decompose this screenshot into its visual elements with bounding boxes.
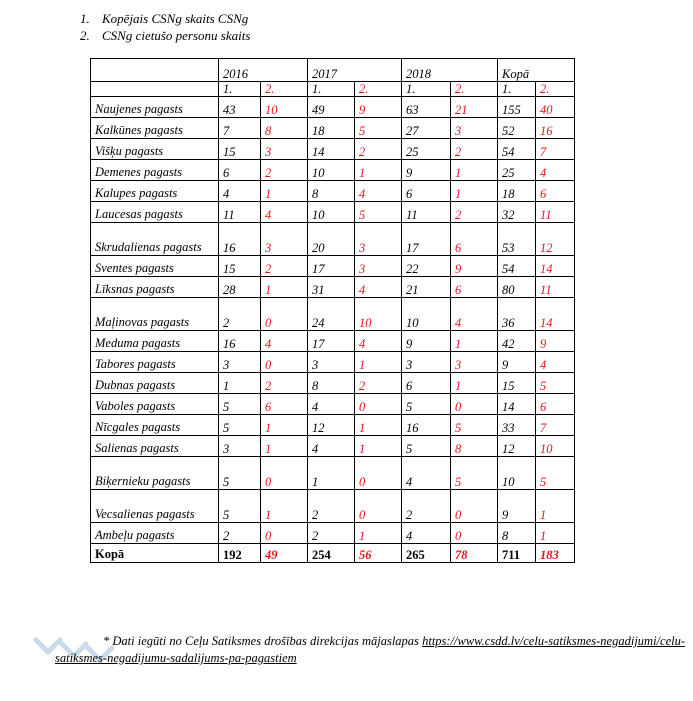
injured-count-cell: 11: [536, 277, 575, 298]
legend-item-1: [80, 10, 250, 27]
injured-count-cell: 1: [261, 490, 308, 523]
injured-count-cell: 2: [261, 160, 308, 181]
table-row: [91, 139, 575, 160]
injured-count-cell: 9: [536, 331, 575, 352]
injured-count-cell: 78: [451, 544, 498, 563]
accident-count-cell: 5: [219, 394, 261, 415]
injured-count-cell: 5: [536, 457, 575, 490]
table-row: [91, 457, 575, 490]
parish-name: Višķu pagasts: [91, 139, 219, 160]
injured-count-cell: 1: [261, 436, 308, 457]
accident-count-cell: 5: [402, 394, 451, 415]
parish-name: Vaboles pagasts: [91, 394, 219, 415]
injured-count-cell: 0: [261, 457, 308, 490]
accident-count-cell: 20: [308, 223, 355, 256]
legend-num: 1.: [80, 11, 90, 26]
injured-count-cell: 1: [451, 181, 498, 202]
injured-count-cell: 14: [536, 298, 575, 331]
injured-count-cell: 6: [451, 223, 498, 256]
header-sub-1: 1.: [308, 82, 355, 97]
injured-count-cell: 6: [261, 394, 308, 415]
parish-name: Biķernieku pagasts: [91, 457, 219, 490]
accident-count-cell: 16: [219, 223, 261, 256]
injured-count-cell: 1: [355, 436, 402, 457]
accident-count-cell: 6: [219, 160, 261, 181]
accident-count-cell: 9: [498, 352, 536, 373]
header-total: Kopā: [498, 59, 575, 82]
table-row: [91, 523, 575, 544]
table-row: [91, 223, 575, 256]
header-sub-2: 2.: [261, 82, 308, 97]
accident-count-cell: 3: [308, 352, 355, 373]
injured-count-cell: 10: [355, 298, 402, 331]
header-empty-cell: [91, 59, 219, 82]
accident-count-cell: 4: [308, 394, 355, 415]
injured-count-cell: 0: [451, 523, 498, 544]
injured-count-cell: 2: [355, 373, 402, 394]
accident-count-cell: 6: [402, 181, 451, 202]
accident-count-cell: 28: [219, 277, 261, 298]
parish-name: Sventes pagasts: [91, 256, 219, 277]
injured-count-cell: 0: [355, 394, 402, 415]
table-row: [91, 394, 575, 415]
accident-count-cell: 24: [308, 298, 355, 331]
injured-count-cell: 3: [261, 139, 308, 160]
injured-count-cell: 1: [451, 331, 498, 352]
injured-count-cell: 5: [355, 202, 402, 223]
injured-count-cell: 11: [536, 202, 575, 223]
accident-count-cell: 8: [308, 373, 355, 394]
injured-count-cell: 2: [261, 373, 308, 394]
parish-name: Kopā: [91, 544, 219, 563]
parish-name: Demenes pagasts: [91, 160, 219, 181]
header-empty-cell: [91, 82, 219, 97]
accident-count-cell: 3: [219, 436, 261, 457]
accident-count-cell: 3: [219, 352, 261, 373]
accident-count-cell: 33: [498, 415, 536, 436]
table-row: [91, 160, 575, 181]
header-sub-2: 2.: [355, 82, 402, 97]
accident-count-cell: 12: [498, 436, 536, 457]
accident-count-cell: 42: [498, 331, 536, 352]
accident-count-cell: 15: [498, 373, 536, 394]
accident-count-cell: 3: [402, 352, 451, 373]
table-row: [91, 277, 575, 298]
injured-count-cell: 6: [536, 181, 575, 202]
header-sub-1: 1.: [219, 82, 261, 97]
injured-count-cell: 7: [536, 139, 575, 160]
injured-count-cell: 3: [261, 223, 308, 256]
table-row: [91, 202, 575, 223]
legend-text: CSNg cietušo personu skaits: [102, 28, 251, 43]
injured-count-cell: 5: [355, 118, 402, 139]
injured-count-cell: 4: [355, 181, 402, 202]
injured-count-cell: 7: [536, 415, 575, 436]
parish-name: Salienas pagasts: [91, 436, 219, 457]
injured-count-cell: 1: [536, 523, 575, 544]
parish-name: Naujenes pagasts: [91, 97, 219, 118]
parish-name: Kalupes pagasts: [91, 181, 219, 202]
accident-count-cell: 14: [308, 139, 355, 160]
header-year-2016: 2016: [219, 59, 308, 82]
injured-count-cell: 0: [261, 352, 308, 373]
accident-count-cell: 18: [498, 181, 536, 202]
table-row: [91, 97, 575, 118]
header-sub-1: 1.: [498, 82, 536, 97]
accident-count-cell: 265: [402, 544, 451, 563]
accident-count-cell: 80: [498, 277, 536, 298]
header-sub-1: 1.: [402, 82, 451, 97]
accident-count-cell: 9: [402, 160, 451, 181]
injured-count-cell: 5: [451, 415, 498, 436]
parish-name: Maļinovas pagasts: [91, 298, 219, 331]
injured-count-cell: 0: [261, 523, 308, 544]
accident-count-cell: 17: [308, 256, 355, 277]
accident-count-cell: 254: [308, 544, 355, 563]
parish-name: Vecsalienas pagasts: [91, 490, 219, 523]
accident-count-cell: 2: [308, 523, 355, 544]
injured-count-cell: 183: [536, 544, 575, 563]
parish-name: Meduma pagasts: [91, 331, 219, 352]
accident-count-cell: 49: [308, 97, 355, 118]
injured-count-cell: 0: [355, 457, 402, 490]
table-row: [91, 298, 575, 331]
header-year-2017: 2017: [308, 59, 402, 82]
header-years-row: [91, 59, 575, 82]
injured-count-cell: 4: [355, 331, 402, 352]
accident-count-cell: 12: [308, 415, 355, 436]
parish-name: Nīcgales pagasts: [91, 415, 219, 436]
accident-count-cell: 9: [498, 490, 536, 523]
injured-count-cell: 4: [536, 352, 575, 373]
table-row: [91, 436, 575, 457]
injured-count-cell: 1: [261, 415, 308, 436]
injured-count-cell: 4: [536, 160, 575, 181]
accident-count-cell: 5: [219, 415, 261, 436]
accident-count-cell: 43: [219, 97, 261, 118]
table-row: [91, 352, 575, 373]
injured-count-cell: 3: [355, 256, 402, 277]
accident-count-cell: 11: [219, 202, 261, 223]
accident-count-cell: 7: [219, 118, 261, 139]
injured-count-cell: 16: [536, 118, 575, 139]
accident-count-cell: 54: [498, 139, 536, 160]
accident-count-cell: 2: [402, 490, 451, 523]
table-row: [91, 490, 575, 523]
accident-count-cell: 9: [402, 331, 451, 352]
accident-count-cell: 22: [402, 256, 451, 277]
legend-item-2: [80, 27, 250, 44]
accident-count-cell: 4: [402, 523, 451, 544]
injured-count-cell: 10: [536, 436, 575, 457]
accident-count-cell: 155: [498, 97, 536, 118]
injured-count-cell: 21: [451, 97, 498, 118]
injured-count-cell: 10: [261, 97, 308, 118]
injured-count-cell: 6: [451, 277, 498, 298]
accident-count-cell: 5: [219, 457, 261, 490]
accident-count-cell: 21: [402, 277, 451, 298]
accident-count-cell: 711: [498, 544, 536, 563]
parish-name: Kalkūnes pagasts: [91, 118, 219, 139]
injured-count-cell: 8: [261, 118, 308, 139]
injured-count-cell: 1: [261, 277, 308, 298]
accident-count-cell: 16: [219, 331, 261, 352]
injured-count-cell: 1: [355, 160, 402, 181]
legend-num: 2.: [80, 28, 90, 43]
injured-count-cell: 1: [355, 352, 402, 373]
injured-count-cell: 2: [451, 202, 498, 223]
injured-count-cell: 5: [451, 457, 498, 490]
accident-count-cell: 2: [308, 490, 355, 523]
parish-name: Dubnas pagasts: [91, 373, 219, 394]
injured-count-cell: 3: [451, 352, 498, 373]
injured-count-cell: 56: [355, 544, 402, 563]
injured-count-cell: 8: [451, 436, 498, 457]
accident-table: [90, 58, 575, 563]
accident-count-cell: 10: [308, 160, 355, 181]
table-row: [91, 118, 575, 139]
accident-count-cell: 17: [308, 331, 355, 352]
injured-count-cell: 2: [261, 256, 308, 277]
accident-count-cell: 8: [498, 523, 536, 544]
accident-count-cell: 63: [402, 97, 451, 118]
accident-count-cell: 18: [308, 118, 355, 139]
injured-count-cell: 4: [451, 298, 498, 331]
injured-count-cell: 49: [261, 544, 308, 563]
accident-count-cell: 6: [402, 373, 451, 394]
injured-count-cell: 1: [536, 490, 575, 523]
parish-name: Laucesas pagasts: [91, 202, 219, 223]
injured-count-cell: 6: [536, 394, 575, 415]
injured-count-cell: 2: [451, 139, 498, 160]
injured-count-cell: 1: [355, 415, 402, 436]
accident-count-cell: 5: [402, 436, 451, 457]
footnote: [55, 633, 685, 667]
accident-count-cell: 4: [402, 457, 451, 490]
total-row: [91, 544, 575, 563]
injured-count-cell: 1: [355, 523, 402, 544]
table-row: [91, 256, 575, 277]
injured-count-cell: 0: [261, 298, 308, 331]
injured-count-cell: 14: [536, 256, 575, 277]
table-row: [91, 373, 575, 394]
injured-count-cell: 1: [451, 160, 498, 181]
header-year-2018: 2018: [402, 59, 498, 82]
injured-count-cell: 2: [355, 139, 402, 160]
accident-count-cell: 15: [219, 139, 261, 160]
accident-count-cell: 53: [498, 223, 536, 256]
accident-count-cell: 36: [498, 298, 536, 331]
accident-count-cell: 54: [498, 256, 536, 277]
accident-count-cell: 1: [308, 457, 355, 490]
legend-text: Kopējais CSNg skaits CSNg: [102, 11, 249, 26]
injured-count-cell: 40: [536, 97, 575, 118]
accident-count-cell: 25: [498, 160, 536, 181]
parish-name: Tabores pagasts: [91, 352, 219, 373]
accident-count-cell: 15: [219, 256, 261, 277]
footnote-source-link[interactable]: https://www.csdd.lv/celu-satiksmes-negadijumi/celu-satiksmes-negadijumu-sadalijums-pa-pagastiem: [55, 634, 686, 665]
injured-count-cell: 1: [451, 373, 498, 394]
accident-count-cell: 2: [219, 523, 261, 544]
injured-count-cell: 3: [451, 118, 498, 139]
injured-count-cell: 5: [536, 373, 575, 394]
accident-count-cell: 27: [402, 118, 451, 139]
accident-count-cell: 192: [219, 544, 261, 563]
injured-count-cell: 4: [261, 202, 308, 223]
accident-count-cell: 8: [308, 181, 355, 202]
parish-name: Skrudalienas pagasts: [91, 223, 219, 256]
accident-count-cell: 5: [219, 490, 261, 523]
accident-count-cell: 1: [219, 373, 261, 394]
injured-count-cell: 9: [355, 97, 402, 118]
table-row: [91, 415, 575, 436]
header-sub-2: 2.: [536, 82, 575, 97]
injured-count-cell: 12: [536, 223, 575, 256]
accident-count-cell: 11: [402, 202, 451, 223]
parish-name: Līksnas pagasts: [91, 277, 219, 298]
accident-count-cell: 17: [402, 223, 451, 256]
injured-count-cell: 0: [355, 490, 402, 523]
injured-count-cell: 3: [355, 223, 402, 256]
accident-count-cell: 31: [308, 277, 355, 298]
accident-count-cell: 10: [402, 298, 451, 331]
table-row: [91, 331, 575, 352]
accident-count-cell: 14: [498, 394, 536, 415]
accident-count-cell: 10: [498, 457, 536, 490]
footnote-text: * Dati iegūti no Ceļu Satiksmes drošības direkcijas mājaslapas: [103, 634, 419, 648]
accident-count-cell: 10: [308, 202, 355, 223]
accident-count-cell: 2: [219, 298, 261, 331]
injured-count-cell: 1: [261, 181, 308, 202]
parish-name: Ambeļu pagasts: [91, 523, 219, 544]
accident-count-cell: 32: [498, 202, 536, 223]
accident-count-cell: 4: [219, 181, 261, 202]
accident-count-cell: 25: [402, 139, 451, 160]
injured-count-cell: 9: [451, 256, 498, 277]
header-sub-row: [91, 82, 575, 97]
injured-count-cell: 0: [451, 490, 498, 523]
header-sub-2: 2.: [451, 82, 498, 97]
injured-count-cell: 4: [355, 277, 402, 298]
accident-count-cell: 4: [308, 436, 355, 457]
injured-count-cell: 4: [261, 331, 308, 352]
table-row: [91, 181, 575, 202]
injured-count-cell: 0: [451, 394, 498, 415]
accident-count-cell: 16: [402, 415, 451, 436]
legend: [80, 10, 250, 44]
accident-count-cell: 52: [498, 118, 536, 139]
